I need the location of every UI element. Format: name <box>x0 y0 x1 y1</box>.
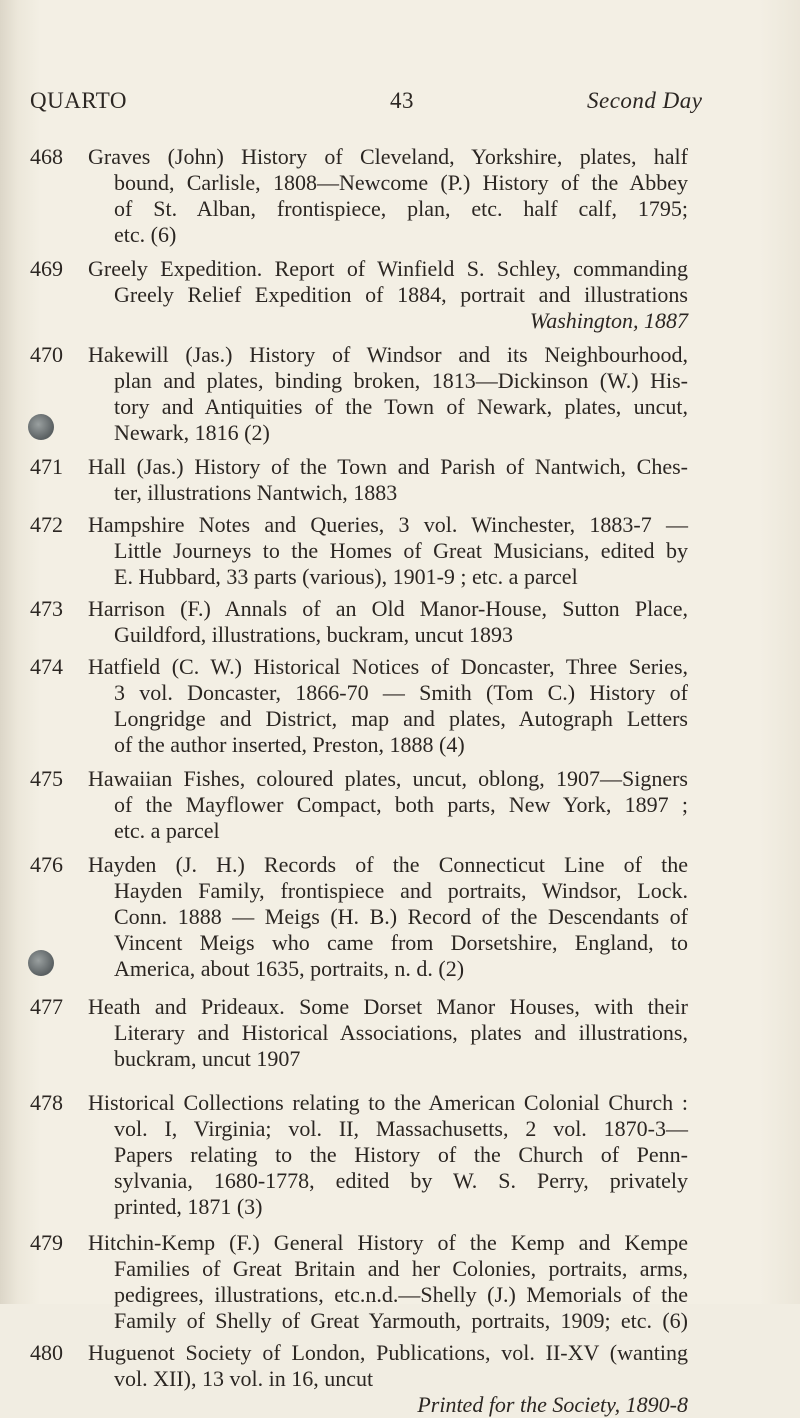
lot-number: 473 <box>30 596 63 621</box>
lot-description <box>88 454 688 506</box>
lot-line: printed, 1871 (3) <box>114 1194 263 1219</box>
lot-line: Greely Expedition. Report of Winfield S. Schley, commanding <box>88 256 688 281</box>
lot-line: Newark, 1816 (2) <box>114 420 270 445</box>
lot-number: 479 <box>30 1230 63 1255</box>
lot-description <box>88 512 688 590</box>
lot-number: 470 <box>30 342 63 367</box>
page-number: 43 <box>390 88 414 113</box>
lot-line: ter, illustrations Nantwich, 1883 <box>114 480 398 505</box>
lot-number: 474 <box>30 654 63 679</box>
lot-description <box>88 596 688 648</box>
lot-line: Families of Great Britain and her Colonies, portraits, arms, <box>114 1256 688 1281</box>
lot-number: 480 <box>30 1340 63 1365</box>
lot-number: 477 <box>30 994 63 1019</box>
lot-description <box>88 994 688 1072</box>
punch-hole-mark <box>28 950 54 976</box>
lot-line: E. Hubbard, 33 parts (various), 1901-9 ; etc. a parcel <box>114 564 578 589</box>
lot-description <box>88 1340 688 1418</box>
lot-line: Greely Relief Expedition of 1884, portrait and illustrations <box>114 282 688 307</box>
lot-number: 478 <box>30 1090 63 1115</box>
lot-line: sylvania, 1680-1778, edited by W. S. Perry, privately <box>114 1168 688 1193</box>
lot-line: tory and Antiquities of the Town of Newark, plates, uncut, <box>114 394 688 419</box>
lot-line: Guildford, illustrations, buckram, uncut 1893 <box>114 622 513 647</box>
lot-line: Hayden Family, frontispiece and portraits, Windsor, Lock. <box>114 878 688 903</box>
lot-description <box>88 1230 688 1334</box>
lot-line: Literary and Historical Associations, plates and illustrations, <box>114 1020 688 1045</box>
lot-line: Papers relating to the History of the Church of Penn- <box>114 1142 688 1167</box>
lot-line: Hampshire Notes and Queries, 3 vol. Winchester, 1883-7 — <box>88 512 688 537</box>
lot-line: Family of Shelly of Great Yarmouth, portraits, 1909; etc. (6) <box>114 1308 688 1333</box>
lot-line: Longridge and District, map and plates, Autograph Letters <box>114 706 688 731</box>
lot-line: pedigrees, illustrations, etc.n.d.—Shelly (J.) Memorials of the <box>114 1282 688 1307</box>
lot-number: 475 <box>30 766 63 791</box>
lot-line: of the author inserted, Preston, 1888 (4) <box>114 732 465 757</box>
lot-line: America, about 1635, portraits, n. d. (2) <box>114 956 465 981</box>
lot-description <box>88 1090 688 1220</box>
lot-number: 469 <box>30 256 63 281</box>
lot-line: Washington, 1887 <box>529 308 688 333</box>
lot-number: 471 <box>30 454 63 479</box>
lot-line: of the Mayflower Compact, both parts, New York, 1897 ; <box>114 792 688 817</box>
lot-line: vol. XII), 13 vol. in 16, uncut <box>114 1366 374 1391</box>
lot-line: etc. a parcel <box>114 818 220 843</box>
lot-description <box>88 256 688 334</box>
lot-number: 468 <box>30 144 63 169</box>
lot-line: plan and plates, binding broken, 1813—Dickinson (W.) His- <box>114 368 688 393</box>
lot-description <box>88 654 688 758</box>
lot-description <box>88 342 688 446</box>
lot-line: Hitchin-Kemp (F.) General History of the Kemp and Kempe <box>88 1230 688 1255</box>
lot-line: Historical Collections relating to the American Colonial Church : <box>88 1090 688 1115</box>
page-header <box>0 88 800 120</box>
lot-line: Harrison (F.) Annals of an Old Manor-House, Sutton Place, <box>88 596 688 621</box>
lot-line: Hall (Jas.) History of the Town and Parish of Nantwich, Ches- <box>88 454 688 479</box>
lot-line: Graves (John) History of Cleveland, Yorkshire, plates, half <box>88 144 688 169</box>
lot-line: Hakewill (Jas.) History of Windsor and its Neighbourhood, <box>88 342 688 367</box>
lot-line: buckram, uncut 1907 <box>114 1046 301 1071</box>
lot-description <box>88 766 688 844</box>
lot-line: 3 vol. Doncaster, 1866-70 — Smith (Tom C.) History of <box>114 680 688 705</box>
lot-line: Huguenot Society of London, Publications, vol. II-XV (wanting <box>88 1340 688 1365</box>
header-format: QUARTO <box>30 88 128 113</box>
header-sale-day: Second Day <box>587 88 703 113</box>
lot-line: bound, Carlisle, 1808—Newcome (P.) History of the Abbey <box>114 170 688 195</box>
lot-line: Hawaiian Fishes, coloured plates, uncut, oblong, 1907—Signers <box>88 766 688 791</box>
lot-line: vol. I, Virginia; vol. II, Massachusetts, 2 vol. 1870-3— <box>114 1116 688 1141</box>
lot-description <box>88 144 688 248</box>
lot-number: 476 <box>30 852 63 877</box>
lot-line: Hayden (J. H.) Records of the Connecticut Line of the <box>88 852 688 877</box>
lot-line: etc. (6) <box>114 222 177 247</box>
punch-hole-mark <box>28 414 54 440</box>
lot-line: Printed for the Society, 1890-8 <box>417 1392 688 1417</box>
lot-line: Conn. 1888 — Meigs (H. B.) Record of the Descendants of <box>114 904 688 929</box>
lot-line: of St. Alban, frontispiece, plan, etc. half calf, 1795; <box>114 196 688 221</box>
lot-number: 472 <box>30 512 63 537</box>
lot-line: Heath and Prideaux. Some Dorset Manor Houses, with their <box>88 994 688 1019</box>
lot-line: Hatfield (C. W.) Historical Notices of Doncaster, Three Series, <box>88 654 688 679</box>
lot-description <box>88 852 688 982</box>
lot-line: Vincent Meigs who came from Dorsetshire, England, to <box>114 930 688 955</box>
lot-line: Little Journeys to the Homes of Great Musicians, edited by <box>114 538 688 563</box>
